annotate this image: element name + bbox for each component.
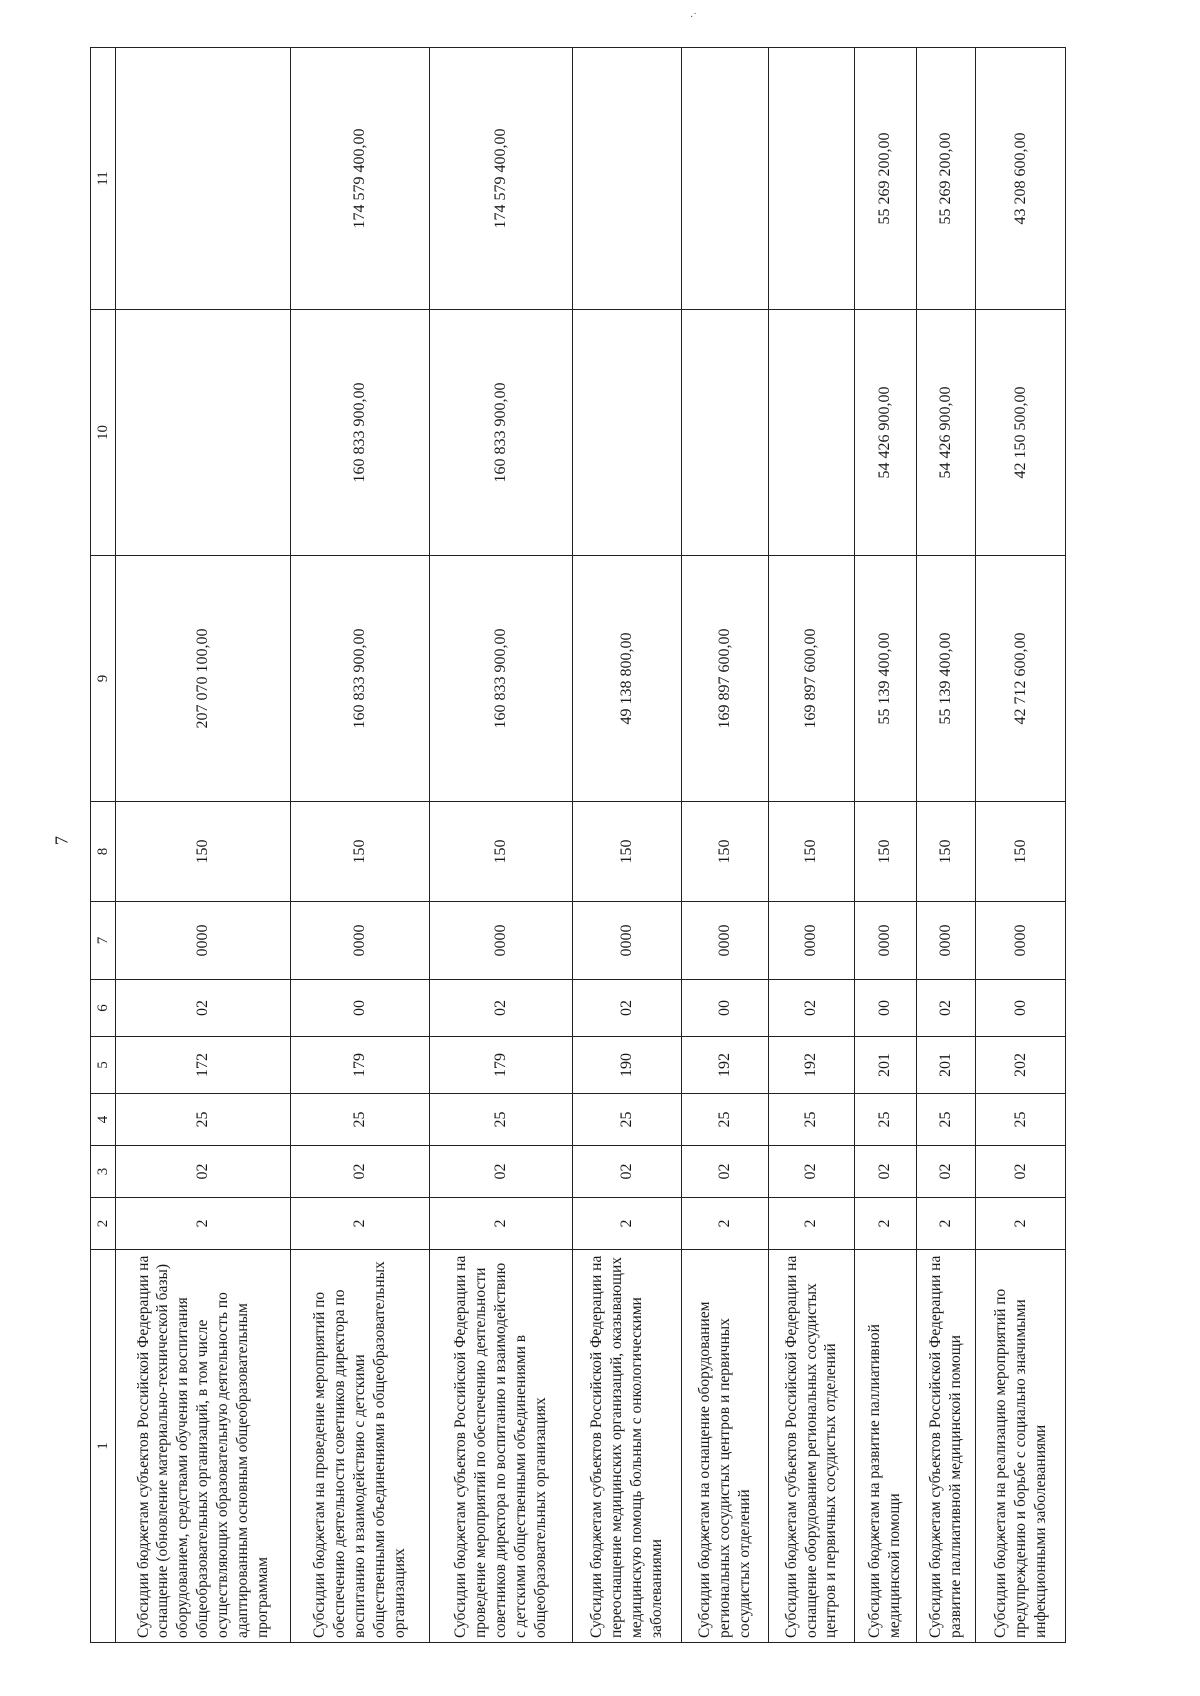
cell-col-8: 150 [116, 802, 291, 902]
cell-col-8: 150 [291, 802, 430, 902]
header-col-7: 7 [91, 902, 116, 980]
cell-col-3: 02 [916, 1146, 976, 1198]
cell-col-5: 201 [854, 1037, 916, 1094]
row-description: Субсидии бюджетам субъектов Российской Федерации на развитие паллиативной медицинской помощи [916, 1250, 976, 1643]
cell-col-2: 2 [976, 1198, 1066, 1250]
cell-col-5: 190 [572, 1037, 681, 1094]
cell-col-10: 54 426 900,00 [854, 310, 916, 556]
table-row [769, 48, 854, 1643]
cell-col-8: 150 [572, 802, 681, 902]
cell-col-4: 25 [572, 1094, 681, 1146]
cell-col-11 [769, 48, 854, 310]
cell-col-5: 179 [291, 1037, 430, 1094]
cell-col-5: 201 [916, 1037, 976, 1094]
cell-col-7: 0000 [854, 902, 916, 980]
header-col-2: 2 [91, 1198, 116, 1250]
cell-col-11: 174 579 400,00 [429, 48, 572, 310]
cell-col-2: 2 [769, 1198, 854, 1250]
cell-col-4: 25 [116, 1094, 291, 1146]
row-description: Субсидии бюджетам субъектов Российской Федерации на переоснащение медицинских организаций, оказывающих медицинскую помощь больным с онкологическими заболеваниями [572, 1250, 681, 1643]
cell-col-11: 55 269 200,00 [916, 48, 976, 310]
cell-col-8: 150 [769, 802, 854, 902]
cell-col-11 [116, 48, 291, 310]
cell-col-3: 02 [681, 1146, 769, 1198]
cell-col-7: 0000 [116, 902, 291, 980]
row-description: Субсидии бюджетам на проведение мероприятий по обеспечению деятельности советников директора по воспитанию и взаимодействию с детскими общественными объединениями в общеобразовательных организациях [291, 1250, 430, 1643]
table-row [976, 48, 1066, 1643]
cell-col-2: 2 [116, 1198, 291, 1250]
row-description: Субсидии бюджетам на развитие паллиативной медицинской помощи [854, 1250, 916, 1643]
cell-col-3: 02 [291, 1146, 430, 1198]
cell-col-7: 0000 [681, 902, 769, 980]
cell-col-10: 54 426 900,00 [916, 310, 976, 556]
cell-col-5: 192 [681, 1037, 769, 1094]
cell-col-4: 25 [429, 1094, 572, 1146]
cell-col-6: 02 [116, 980, 291, 1037]
cell-col-4: 25 [291, 1094, 430, 1146]
cell-col-4: 25 [854, 1094, 916, 1146]
cell-col-3: 02 [854, 1146, 916, 1198]
header-col-8: 8 [91, 802, 116, 902]
cell-col-6: 02 [429, 980, 572, 1037]
cell-col-5: 192 [769, 1037, 854, 1094]
cell-col-11: 43 208 600,00 [976, 48, 1066, 310]
cell-col-7: 0000 [916, 902, 976, 980]
header-col-6: 6 [91, 980, 116, 1037]
cell-col-8: 150 [916, 802, 976, 902]
cell-col-9: 49 138 800,00 [572, 556, 681, 802]
cell-col-2: 2 [916, 1198, 976, 1250]
cell-col-10: 42 150 500,00 [976, 310, 1066, 556]
cell-col-3: 02 [976, 1146, 1066, 1198]
cell-col-3: 02 [116, 1146, 291, 1198]
table-row [429, 48, 572, 1643]
cell-col-2: 2 [291, 1198, 430, 1250]
rotated-table-container [90, 48, 1066, 1643]
cell-col-9: 169 897 600,00 [681, 556, 769, 802]
cell-col-7: 0000 [572, 902, 681, 980]
cell-col-7: 0000 [769, 902, 854, 980]
table-row [854, 48, 916, 1643]
cell-col-11 [572, 48, 681, 310]
cell-col-5: 179 [429, 1037, 572, 1094]
table-row [916, 48, 976, 1643]
header-col-5: 5 [91, 1037, 116, 1094]
header-col-3: 3 [91, 1146, 116, 1198]
cell-col-8: 150 [854, 802, 916, 902]
cell-col-9: 55 139 400,00 [854, 556, 916, 802]
cell-col-6: 02 [769, 980, 854, 1037]
row-description: Субсидии бюджетам на оснащение оборудованием региональных сосудистых центров и первичных сосудистых отделений [681, 1250, 769, 1643]
cell-col-6: 00 [976, 980, 1066, 1037]
cell-col-11: 55 269 200,00 [854, 48, 916, 310]
row-description: Субсидии бюджетам субъектов Российской Федерации на проведение мероприятий по обеспечению деятельности советников директора по воспитанию и взаимодействию с детскими общественными объединениями в общеобразовательных организациях [429, 1250, 572, 1643]
table-row [681, 48, 769, 1643]
cell-col-2: 2 [429, 1198, 572, 1250]
cell-col-10 [681, 310, 769, 556]
cell-col-3: 02 [769, 1146, 854, 1198]
cell-col-8: 150 [429, 802, 572, 902]
cell-col-9: 160 833 900,00 [291, 556, 430, 802]
cell-col-4: 25 [681, 1094, 769, 1146]
table-row [572, 48, 681, 1643]
cell-col-7: 0000 [976, 902, 1066, 980]
cell-col-4: 25 [976, 1094, 1066, 1146]
cell-col-6: 02 [916, 980, 976, 1037]
cell-col-6: 00 [681, 980, 769, 1037]
cell-col-3: 02 [572, 1146, 681, 1198]
cell-col-4: 25 [769, 1094, 854, 1146]
cell-col-9: 207 070 100,00 [116, 556, 291, 802]
cell-col-9: 42 712 600,00 [976, 556, 1066, 802]
cell-col-10 [116, 310, 291, 556]
header-row [91, 48, 116, 1643]
header-col-1: 1 [91, 1250, 116, 1643]
cell-col-6: 02 [572, 980, 681, 1037]
cell-col-7: 0000 [291, 902, 430, 980]
cell-col-2: 2 [854, 1198, 916, 1250]
page-number: 7 [51, 836, 72, 845]
header-col-9: 9 [91, 556, 116, 802]
row-description: Субсидии бюджетам субъектов Российской Федерации на оснащение оборудованием региональных сосудистых центров и первичных сосудистых отделений [769, 1250, 854, 1643]
row-description: Субсидии бюджетам на реализацию мероприятий по предупреждению и борьбе с социально значимыми инфекционными заболеваниями [976, 1250, 1066, 1643]
cell-col-5: 172 [116, 1037, 291, 1094]
cell-col-11: 174 579 400,00 [291, 48, 430, 310]
cell-col-3: 02 [429, 1146, 572, 1198]
header-col-11: 11 [91, 48, 116, 310]
cell-col-10: 160 833 900,00 [291, 310, 430, 556]
cell-col-6: 00 [854, 980, 916, 1037]
cell-col-4: 25 [916, 1094, 976, 1146]
header-col-10: 10 [91, 310, 116, 556]
cell-col-6: 00 [291, 980, 430, 1037]
cell-col-9: 55 139 400,00 [916, 556, 976, 802]
cell-col-8: 150 [976, 802, 1066, 902]
cell-col-2: 2 [681, 1198, 769, 1250]
header-col-4: 4 [91, 1094, 116, 1146]
table-row [291, 48, 430, 1643]
cell-col-10 [769, 310, 854, 556]
table-row [116, 48, 291, 1643]
row-description: Субсидии бюджетам субъектов Российской Федерации на оснащение (обновление материально-технической базы) оборудованием, средствами обучения и воспитания общеобразовательных организаций, в том числе осуществляющих образовательную деятельность по адаптированным основным общеобразовательным программам [116, 1250, 291, 1643]
scan-speck: ·˙ [690, 12, 697, 23]
cell-col-7: 0000 [429, 902, 572, 980]
cell-col-2: 2 [572, 1198, 681, 1250]
cell-col-5: 202 [976, 1037, 1066, 1094]
cell-col-9: 169 897 600,00 [769, 556, 854, 802]
cell-col-11 [681, 48, 769, 310]
cell-col-10 [572, 310, 681, 556]
cell-col-9: 160 833 900,00 [429, 556, 572, 802]
budget-table [90, 47, 1066, 1643]
cell-col-8: 150 [681, 802, 769, 902]
cell-col-10: 160 833 900,00 [429, 310, 572, 556]
